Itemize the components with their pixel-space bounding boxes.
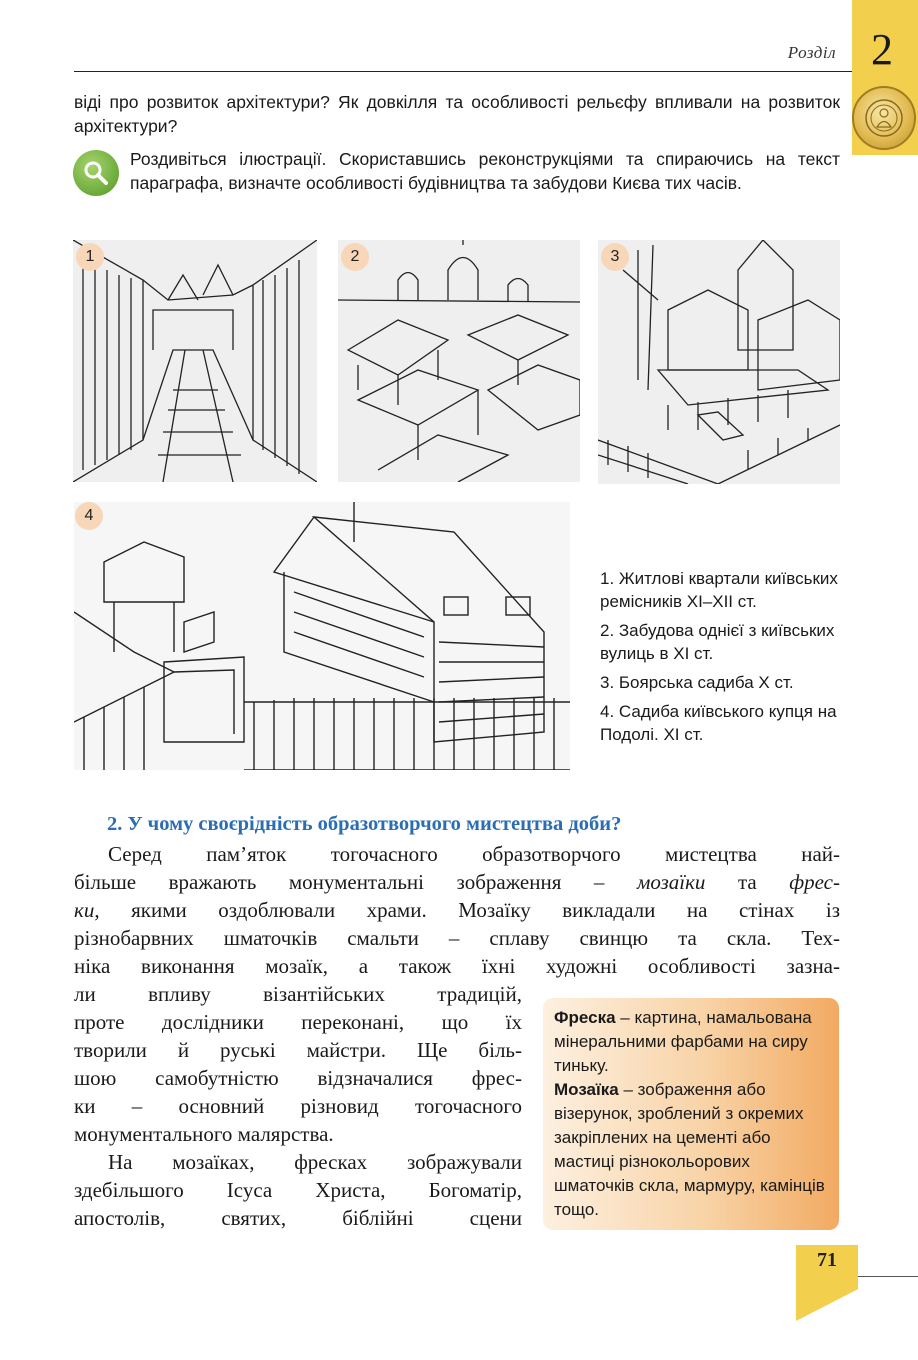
mosaic-term: Мозаїка — [554, 1080, 619, 1099]
caption-3: 3. Боярська садиба X ст. — [600, 673, 794, 692]
body-line: проте дослідники переконані, що їх — [74, 1010, 522, 1034]
body-line: ли впливу візантійських традицій, — [74, 982, 522, 1006]
body-paragraph-1-continued — [74, 980, 522, 1148]
definition-box — [543, 998, 839, 1230]
illustration-3 — [598, 240, 840, 484]
medallion-icon — [852, 86, 916, 150]
caption-2: 2. Забудова однієї з київських вулиць в XI ст. — [600, 621, 835, 663]
caption-1: 1. Житлові квартали київських ремісників XI–XII ст. — [600, 569, 838, 611]
body-line: здебільшого Ісуса Христа, Богоматір, — [74, 1178, 522, 1202]
fresco-definition: – картина, намальована мінеральними фарбами на сиру тиньку. — [554, 1008, 812, 1075]
body-line: різнобарвних шматочків смальти – сплаву свинцю та скла. Тех- — [74, 926, 840, 950]
intro-text: віді про розвиток архітектури? Як довкілля та особливості рельєфу впливали на розвиток архітектури? — [74, 92, 840, 136]
illustration-captions — [600, 567, 840, 752]
page-number: 71 — [817, 1249, 837, 1271]
body-line: творили й руські майстри. Ще біль- — [74, 1038, 522, 1062]
body-line: ніка виконання мозаїк, а також їхні художні особливості зазна- — [74, 954, 840, 978]
body-line: монументального малярства. — [74, 1122, 334, 1146]
illustration-1 — [73, 240, 317, 482]
caption-4: 4. Садиба київського купця на Подолі. XI ст. — [600, 702, 837, 744]
mosaic-definition: – зображення або візерунок, зроблений з окремих закріплених на цементі або мастиці різнокольорових шматочків скла, мармуру, камінців тощо. — [554, 1080, 825, 1219]
illustration-4 — [74, 502, 570, 770]
footer-divider — [858, 1276, 918, 1277]
body-line: апостолів, святих, біблійні сцени — [74, 1206, 522, 1230]
magnifier-icon — [73, 150, 119, 196]
illustration-2 — [338, 240, 580, 482]
section-heading: 2. У чому своєрідність образотворчого мистецтва доби? — [107, 813, 622, 835]
body-line: ки – основний різновид тогочасного — [74, 1094, 522, 1118]
chapter-number: 2 — [871, 25, 893, 74]
header-divider — [74, 71, 852, 72]
task-text: Роздивіться ілюстрації. Скориставшись реконструкціями та спираючись на текст параграфа, визначте особливості будівництва та забудови Києва тих часів. — [130, 149, 840, 193]
illustration-number-badge: 4 — [75, 502, 103, 530]
illustration-number-badge: 2 — [341, 243, 369, 271]
fresco-term: Фреска — [554, 1008, 616, 1027]
section-label: Розділ — [787, 43, 836, 62]
body-paragraph-2 — [74, 1148, 522, 1232]
body-line: Серед пам’яток тогочасного образотворчого мистецтва най- — [108, 842, 840, 866]
body-line: шою самобутністю відзначалися фрес- — [74, 1066, 522, 1090]
body-line: більше вражають монументальні зображення – мозаїки та фрес- — [74, 870, 840, 894]
body-paragraph-1 — [74, 840, 840, 980]
body-line: На мозаїках, фресках зображували — [108, 1150, 522, 1174]
body-line: ки, якими оздоблювали храми. Мозаїку викладали на стінах із — [74, 898, 840, 922]
illustration-number-badge: 1 — [76, 243, 104, 271]
illustration-number-badge: 3 — [601, 243, 629, 271]
